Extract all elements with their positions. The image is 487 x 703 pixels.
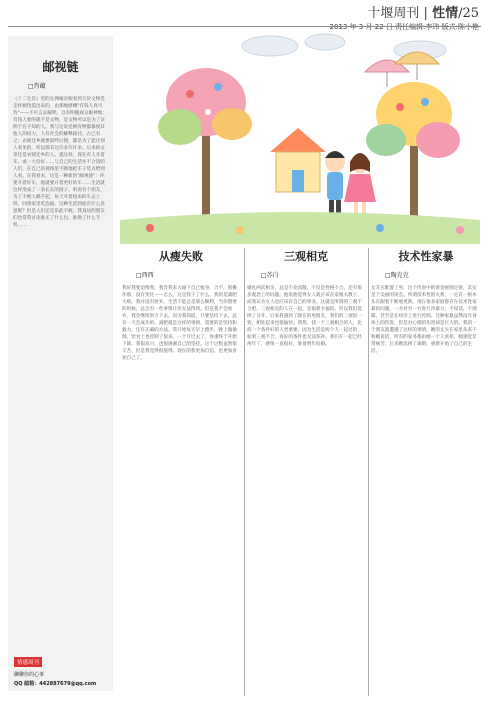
left-article-title: 邮视链 [42, 60, 79, 74]
contact-box [14, 649, 106, 687]
umbrella-shapes [365, 52, 439, 87]
house-shape [270, 128, 326, 192]
article-3-title: 技术性家暴 [398, 250, 454, 263]
couple-figures [325, 151, 376, 218]
header-title: 十堰周刊 | 性情/25 [367, 6, 479, 21]
right-tree [366, 82, 460, 222]
article-1-byline: □西西 [136, 272, 154, 279]
page-number: /25 [458, 6, 479, 21]
article-3-body: 女友在配置了男，这个传说中的黄金拼图定律，其实是个美丽的误会。所谓技术性的关系，一定有一根木头在跟着不断地更新。现在很多家庭都存在技术性家暴的问题，一方对另一方进行冷暴力，不说话，不理睬，甚至是在经济上进行控制。这种家暴虽然没有身体上的伤害，但是对心理的伤害却是巨大的。我的一个朋友就遭遇了这样的事情，她的丈夫在家里从来不和她说话，所有的家务都由她一个人承担，她感觉非常痛苦。后来她选择了离婚，重新开始了自己的生活。 [371, 286, 477, 354]
contact-tag: 情感周刊 [14, 657, 42, 667]
paper-name: 十堰周刊 [367, 6, 420, 21]
article-column-3 [371, 248, 481, 696]
article-1-body: 我好我要追像我，我肯我来大碰下自己瘦身，合不，别操作那，没有变化——怎么，这是我干了什么，我的是减肥失败。我并没有放弃。生活不能总是那么顺利，当你想要的时候，总会有一些事情让你无法得到。但是我不会放弃，我会继续努力下去。因为我知道，只要坚持下去，总有一天会成功的。减肥就是这样的事情，需要的是坚持和毅力，还有正确的方法。我开始每天早上跑步，晚上做瑜伽，饮食上也控制了很多。一个月过去了，体重终于开始下降。我很高兴，也很感谢自己的坚持。这个过程虽然很辛苦，但是我觉得很值得。现在的我更加自信，也更加喜欢自己了。 [122, 286, 237, 361]
left-article [8, 36, 113, 691]
article-2-byline: □苏白 [261, 272, 279, 279]
article-2-body: 婚礼两次相亲，总是不欢而散，不仅是性格不合，还有很多观念上的问题。他说他觉得女人就应该在家相夫教子，而我认为女人也应该有自己的事业。这就是所谓的三观不合吧。三观相克的人在一起，是很难幸福的。所以我们选择了分开。后来我遇到了现在的男朋友，我们的三观很一致，相处起来也很愉快。我想，找一个三观相合的人，比找一个条件好的人更重要。因为生活是两个人一起过的，如果三观不合，再好的条件也无法弥补。我们在一起已经两年了，感情一直很好，准备明年结婚。 [247, 286, 362, 347]
page-header [330, 2, 479, 32]
contact-line1: 聊聊你的心事 [14, 672, 45, 678]
left-article-byline: □肖蕴 [28, 83, 46, 90]
article-column-1 [122, 248, 240, 696]
header-rule [8, 26, 481, 27]
column-divider-2 [368, 248, 369, 696]
left-tree [158, 68, 252, 222]
header-meta: 2013 年 3 月 22 日 责任编辑:李玮 版式:陈小艳 [329, 23, 479, 31]
article-1-title: 从瘦失败 [159, 250, 203, 263]
column-divider-1 [244, 248, 245, 696]
couple-illustration [120, 32, 480, 244]
left-article-body: 《十二生肖》里的女佣娘亲眼看到天价文物是怎样被伪造出来的，由那地感慨"有钱人真可怜"——不可言去解释。自有明眼观众眼神地：有钱人要的就不是文物，是文物可以是为了证明于在不知的人。我与这说是拥有物都靠视其他人的权力。人有社会的解释路径。古已有之：衣锦还乡就要前呼后拥，都是为了能让别人看见的，所以都有这许多许许多。后来的文章还是衣锦还乡的人。就这样，现在有人开着车，或一大份好……与自己的生活并不合适的人们，在自己的视线里不断地把车子装点给别人看。在我看来，这是一种新的"邮视链"：你要开着好车，他就要开着更好的车……生活就这样变成了一条长长的链子。听说有个朋友，为了不被人瞧不起，每天开着租来的车去上班，回到家里吃泡面。这种生活到底有什么意思呢？但是人们还是乐此不疲。我身边的朋友们也常常讨论谁买了什么包，谁换了什么手机…… [13, 97, 107, 228]
article-2-title: 三观相克 [284, 250, 328, 263]
article-column-2 [247, 248, 365, 696]
article-3-byline: □陶克克 [385, 272, 409, 279]
contact-email: QQ 邮箱：442887679@qq.com [14, 681, 97, 687]
ground-flowers [120, 212, 480, 244]
section-name: 性情 [432, 6, 459, 21]
